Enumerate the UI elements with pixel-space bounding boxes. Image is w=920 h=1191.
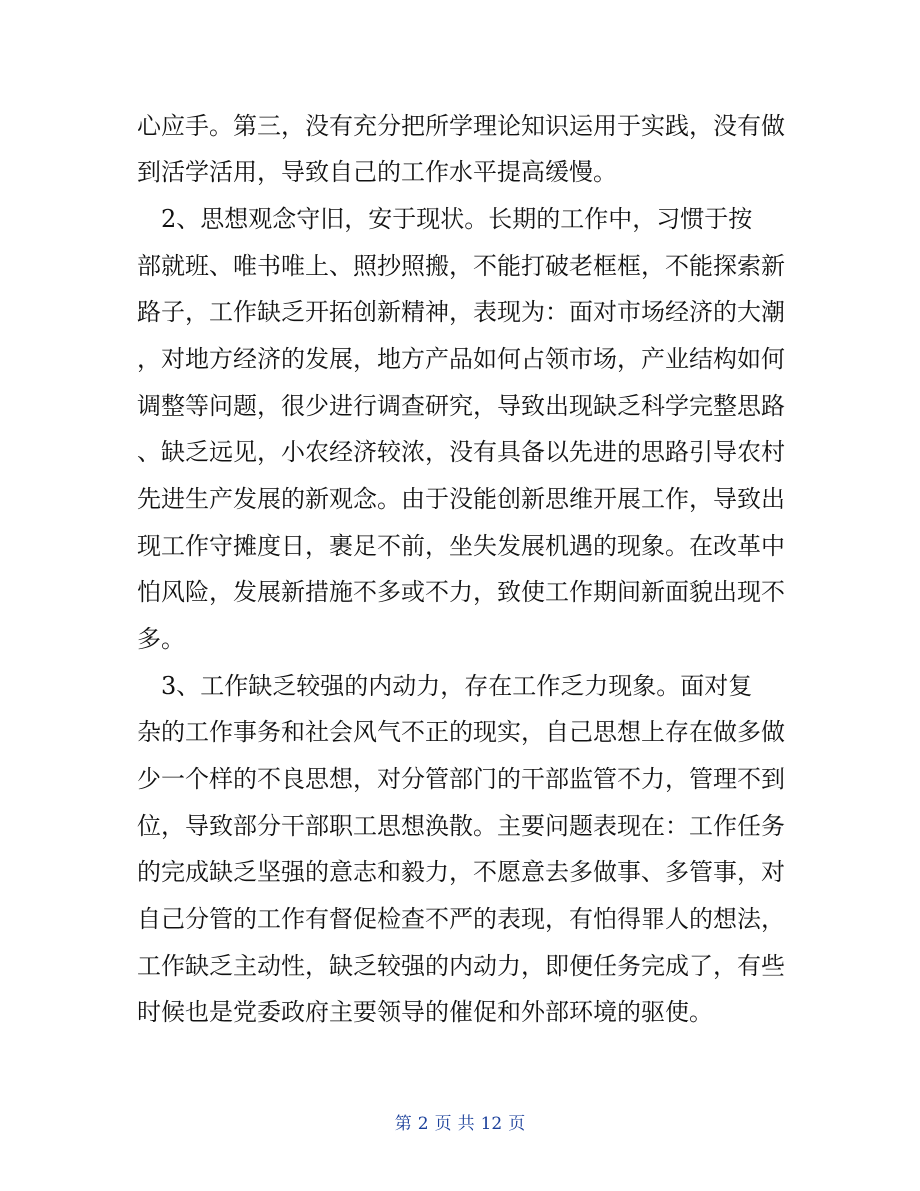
text-line: 怕风险，发展新措施不多或不力，致使工作期间新面貌出现不	[137, 578, 785, 606]
text-line: 到活学活用，导致自己的工作水平提高缓慢。	[137, 158, 617, 186]
page-number-footer	[0, 1112, 920, 1136]
total-label: 共	[457, 1114, 475, 1134]
text-line: 工作缺乏主动性，缺乏较强的内动力，即便任务完成了，有些	[137, 952, 785, 980]
page-label-post: 页	[508, 1114, 526, 1134]
text-line: 多。	[137, 625, 185, 653]
page-total: 12	[480, 1114, 503, 1134]
text-line: ，对地方经济的发展，地方产品如何占领市场，产业结构如何	[137, 345, 785, 373]
text-line: 部就班、唯书唯上、照抄照搬，不能打破老框框，不能探索新	[137, 252, 785, 280]
text-line: 调整等问题，很少进行调查研究，导致出现缺乏科学完整思路	[137, 392, 785, 420]
text-line: 杂的工作事务和社会风气不正的现实，自己思想上存在做多做	[137, 718, 785, 746]
page-current: 2	[417, 1114, 429, 1134]
text-line: 时候也是党委政府主要领导的催促和外部环境的驱使。	[137, 998, 713, 1026]
text-line: 少一个样的不良思想，对分管部门的干部监管不力，管理不到	[137, 765, 785, 793]
text-line: 心应手。第三，没有充分把所学理论知识运用于实践，没有做	[137, 112, 785, 140]
text-line: 的完成缺乏坚强的意志和毅力，不愿意去多做事、多管事，对	[137, 858, 785, 886]
text-line: 、缺乏远见，小农经济较浓，没有具备以先进的思路引导农村	[137, 438, 785, 466]
text-line: 先进生产发展的新观念。由于没能创新思维开展工作，导致出	[137, 485, 785, 513]
text-line: 位，导致部分干部职工思想涣散。主要问题表现在：工作任务	[137, 812, 785, 840]
page-label-mid: 页	[434, 1114, 452, 1134]
text-line: 2、思想观念守旧，安于现状。长期的工作中，习惯于按	[137, 205, 753, 233]
text-line: 现工作守摊度日，裹足不前，坐失发展机遇的现象。在改革中	[137, 532, 785, 560]
text-line: 自己分管的工作有督促检查不严的表现，有怕得罪人的想法，	[137, 905, 785, 933]
text-line: 3、工作缺乏较强的内动力，存在工作乏力现象。面对复	[137, 672, 753, 700]
text-line: 路子，工作缺乏开拓创新精神，表现为：面对市场经济的大潮	[137, 298, 785, 326]
page-label-pre: 第	[394, 1114, 412, 1134]
